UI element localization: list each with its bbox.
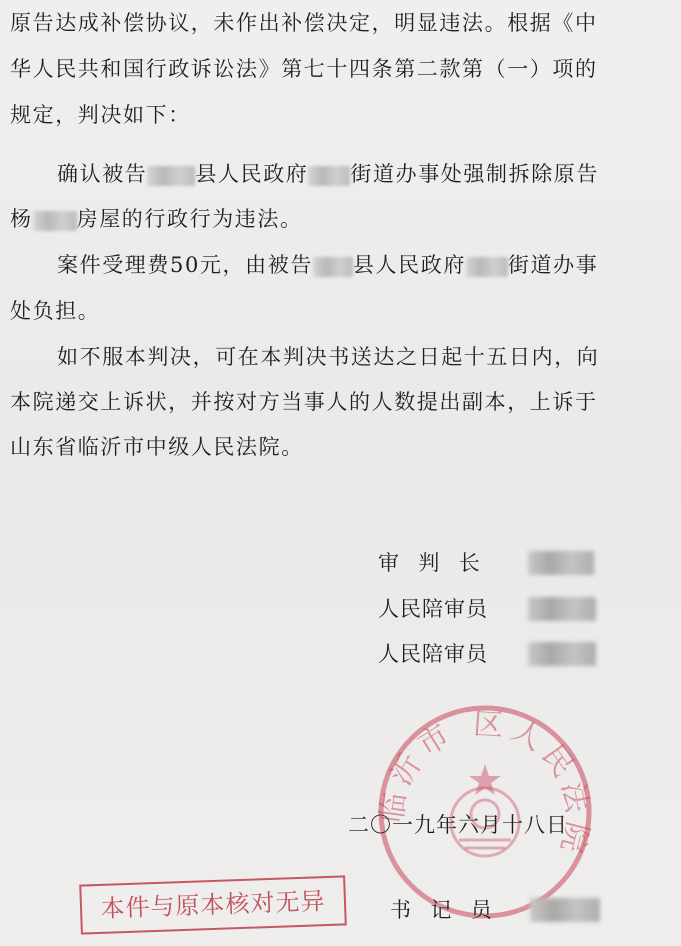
redaction-plaintiff-name (33, 211, 77, 231)
judgment-date: 二〇一九年六月十八日 (348, 813, 568, 837)
clerk-label: 书 记 员 (390, 898, 494, 922)
plaintiff-surname: 杨 (10, 207, 33, 231)
body-line-2: 华人民共和国行政诉讼法》第七十四条第二款第（一）项的 (10, 57, 598, 81)
fee-line-1 (57, 252, 598, 278)
appeal-line-3: 山东省临沂市中级人民法院。 (10, 435, 304, 459)
verdict-text-b: 县人民政府 (195, 162, 309, 186)
verification-stamp: 本件与原本核对无异 (79, 875, 347, 934)
redaction-juror1-name (528, 597, 596, 621)
appeal-line-2: 本院递交上诉状，并按对方当事人的人数提出副本，上诉于 (10, 390, 598, 414)
juror1-label: 人民陪审员 (378, 597, 488, 621)
verdict-text-a: 确认被告 (57, 162, 148, 186)
verdict-line-2 (10, 206, 303, 232)
redaction-juror2-name (528, 642, 596, 666)
redaction-street-2 (466, 257, 508, 277)
body-line-3: 规定，判决如下： (10, 103, 191, 127)
fee-line-2: 处负担。 (10, 299, 101, 323)
appeal-line-1: 如不服本判决，可在本判决书送达之日起十五日内，向 (57, 345, 600, 369)
fee-text-c: 街道办事 (507, 253, 599, 277)
redaction-clerk-name (530, 898, 600, 922)
fee-text-b: 县人民政府 (352, 253, 466, 277)
redaction-judge-name (528, 551, 594, 575)
svg-text:临沂市 区人民法院: 临沂市 区人民法院 (375, 706, 595, 863)
fee-text-a: 案件受理费50元，由被告 (57, 253, 313, 277)
redaction-street (308, 166, 350, 186)
verdict-line-1 (57, 161, 599, 187)
verdict-text-d: 房屋的行政行为违法。 (76, 207, 303, 231)
body-line-1: 原告达成补偿协议，未作出补偿决定，明显违法。根据《中 (10, 11, 598, 35)
presiding-judge-label: 审 判 长 (378, 551, 482, 575)
redaction-county (147, 166, 195, 186)
redaction-county-2 (313, 257, 353, 277)
verdict-text-c: 街道办事处强制拆除原告 (350, 162, 600, 186)
juror2-label: 人民陪审员 (378, 642, 488, 666)
